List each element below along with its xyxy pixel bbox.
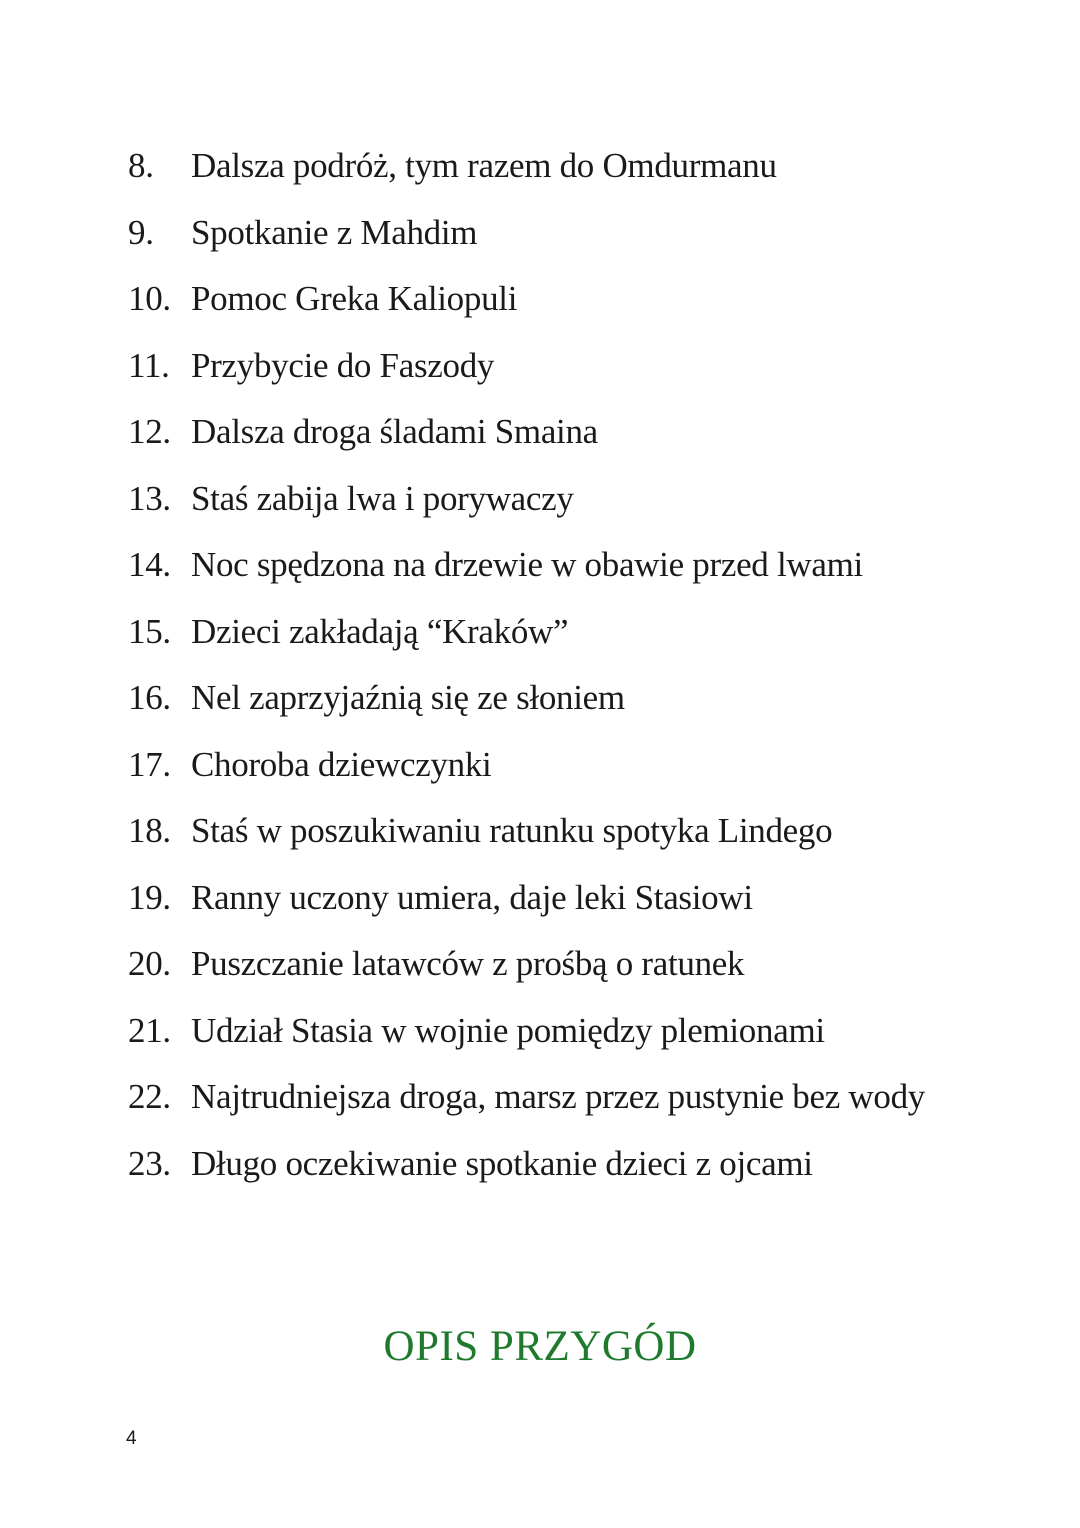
item-text: Dalsza podróż, tym razem do Omdurmanu <box>191 146 777 185</box>
list-item <box>128 473 948 525</box>
item-text: Puszczanie latawców z prośbą o ratunek <box>191 944 745 983</box>
item-text: Dalsza droga śladami Smaina <box>191 412 598 451</box>
list-item <box>128 672 948 724</box>
item-text: Staś w poszukiwaniu ratunku spotyka Lindego <box>191 811 833 850</box>
item-text: Choroba dziewczynki <box>191 744 492 784</box>
item-text: Długo oczekiwanie spotkanie dzieci z ojcami <box>191 1143 813 1183</box>
list-item <box>128 739 948 791</box>
item-text: Ranny uczony umiera, daje leki Stasiowi <box>191 877 753 917</box>
list-item <box>128 872 948 924</box>
list-item <box>128 938 948 990</box>
item-number: 23. <box>128 1143 171 1183</box>
item-number: 9. <box>128 212 154 252</box>
item-number: 21. <box>128 1010 171 1050</box>
item-text: Nel zaprzyjaźnią się ze słoniem <box>191 678 625 717</box>
plot-list <box>128 140 948 1204</box>
list-item <box>128 606 948 658</box>
list-item <box>128 539 948 591</box>
list-item <box>128 1071 948 1123</box>
page-number: 4 <box>126 1428 137 1449</box>
list-item <box>128 273 948 325</box>
item-text: Udział Stasia w wojnie pomiędzy plemionami <box>191 1010 825 1050</box>
item-number: 11. <box>128 345 170 385</box>
list-item <box>128 406 948 458</box>
list-item <box>128 140 948 192</box>
section-heading: OPIS PRZYGÓD <box>383 1323 697 1370</box>
list-item <box>128 1005 948 1057</box>
item-text: Spotkanie z Mahdim <box>191 212 478 252</box>
item-number: 19. <box>128 877 171 917</box>
list-item <box>128 340 948 392</box>
item-number: 14. <box>128 545 171 584</box>
list-item <box>128 207 948 259</box>
item-number: 8. <box>128 146 154 185</box>
item-text: Staś zabija lwa i porywaczy <box>191 478 574 518</box>
item-number: 10. <box>128 279 171 318</box>
list-item <box>128 1138 948 1190</box>
item-number: 17. <box>128 744 171 784</box>
item-text: Najtrudniejsza droga, marsz przez pustynie bez wody <box>191 1077 926 1116</box>
item-text: Noc spędzona na drzewie w obawie przed lwami <box>191 545 863 584</box>
item-number: 16. <box>128 678 171 717</box>
item-number: 22. <box>128 1077 171 1116</box>
item-number: 15. <box>128 611 171 651</box>
item-text: Pomoc Greka Kaliopuli <box>191 279 518 318</box>
item-number: 18. <box>128 811 171 850</box>
list-item <box>128 805 948 857</box>
item-text: Dzieci zakładają “Kraków” <box>191 611 569 651</box>
item-number: 12. <box>128 412 171 451</box>
item-number: 20. <box>128 944 171 983</box>
item-text: Przybycie do Faszody <box>191 345 495 385</box>
item-number: 13. <box>128 478 171 518</box>
